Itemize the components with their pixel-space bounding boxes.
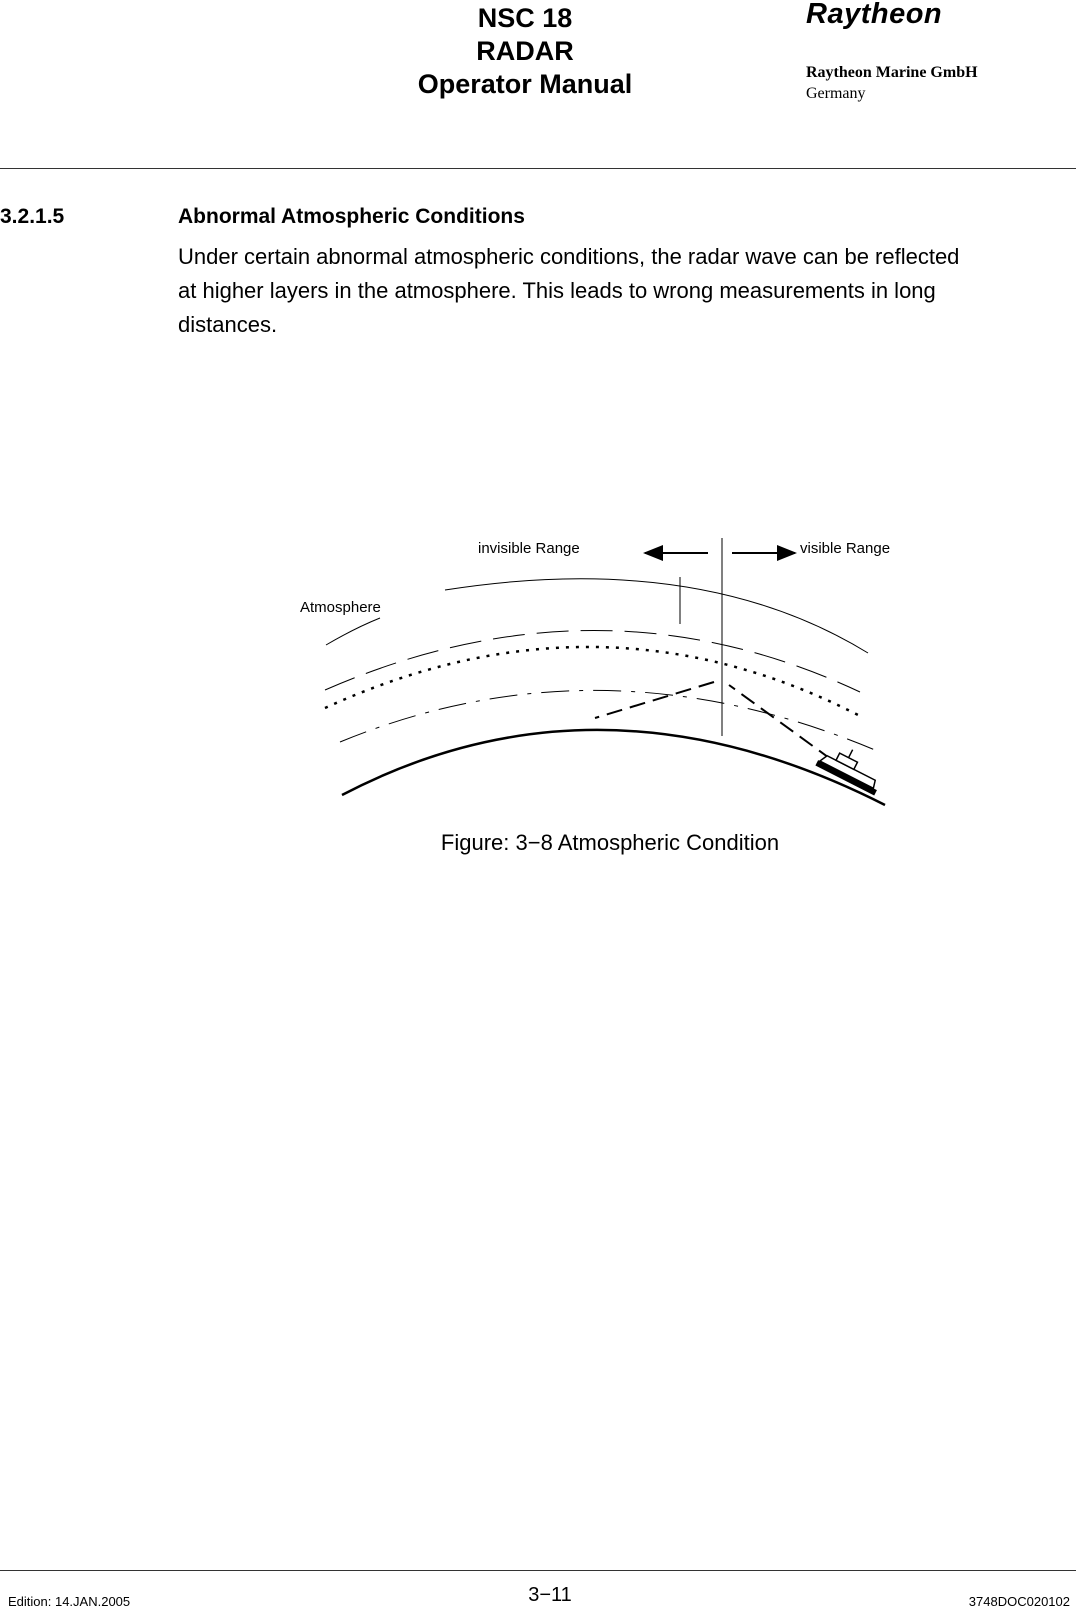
page-number: 3−11 bbox=[528, 1584, 572, 1606]
body-paragraph bbox=[178, 240, 1076, 342]
dotted-reflecting-layer bbox=[325, 647, 860, 716]
atmosphere-boundary-left bbox=[326, 618, 380, 645]
company-country: Germany bbox=[806, 85, 866, 102]
dashed-layer bbox=[325, 630, 860, 692]
section-number: 3.2.1.5 bbox=[0, 205, 65, 228]
footer-rule bbox=[0, 1570, 1076, 1571]
invisible-range-label: invisible Range bbox=[478, 540, 580, 557]
title-line-product: NSC 18 bbox=[477, 3, 573, 33]
atmosphere-boundary bbox=[445, 579, 868, 653]
body-line: distances. bbox=[178, 312, 278, 337]
section-title: Abnormal Atmospheric Conditions bbox=[178, 205, 525, 228]
title-line-type: RADAR bbox=[476, 36, 574, 66]
radar-beam-reflected bbox=[595, 682, 714, 718]
header-rule bbox=[0, 168, 1076, 169]
earth-surface bbox=[342, 730, 885, 805]
document-number: 3748DOC020102 bbox=[968, 1594, 1070, 1609]
company-block bbox=[806, 62, 978, 104]
atmosphere-label: Atmosphere bbox=[300, 599, 381, 616]
visible-range-label: visible Range bbox=[800, 540, 891, 557]
dash-dot-layer bbox=[340, 690, 875, 750]
radar-beam-up bbox=[729, 685, 832, 760]
body-line: at higher layers in the atmosphere. This leads to wrong measurements in long bbox=[178, 278, 936, 303]
ship-icon bbox=[815, 738, 888, 796]
edition-date: Edition: 14.JAN.2005 bbox=[8, 1594, 131, 1609]
figure-caption: Figure: 3−8 Atmospheric Condition bbox=[440, 830, 780, 855]
title-line-doc: Operator Manual bbox=[417, 69, 633, 99]
raytheon-logo: Raytheon bbox=[806, 0, 943, 30]
atmosphere-diagram bbox=[0, 520, 1076, 830]
company-name: Raytheon Marine GmbH bbox=[806, 64, 978, 81]
manual-title bbox=[390, 2, 660, 101]
body-line: Under certain abnormal atmospheric conditions, the radar wave can be reflected bbox=[178, 244, 960, 269]
